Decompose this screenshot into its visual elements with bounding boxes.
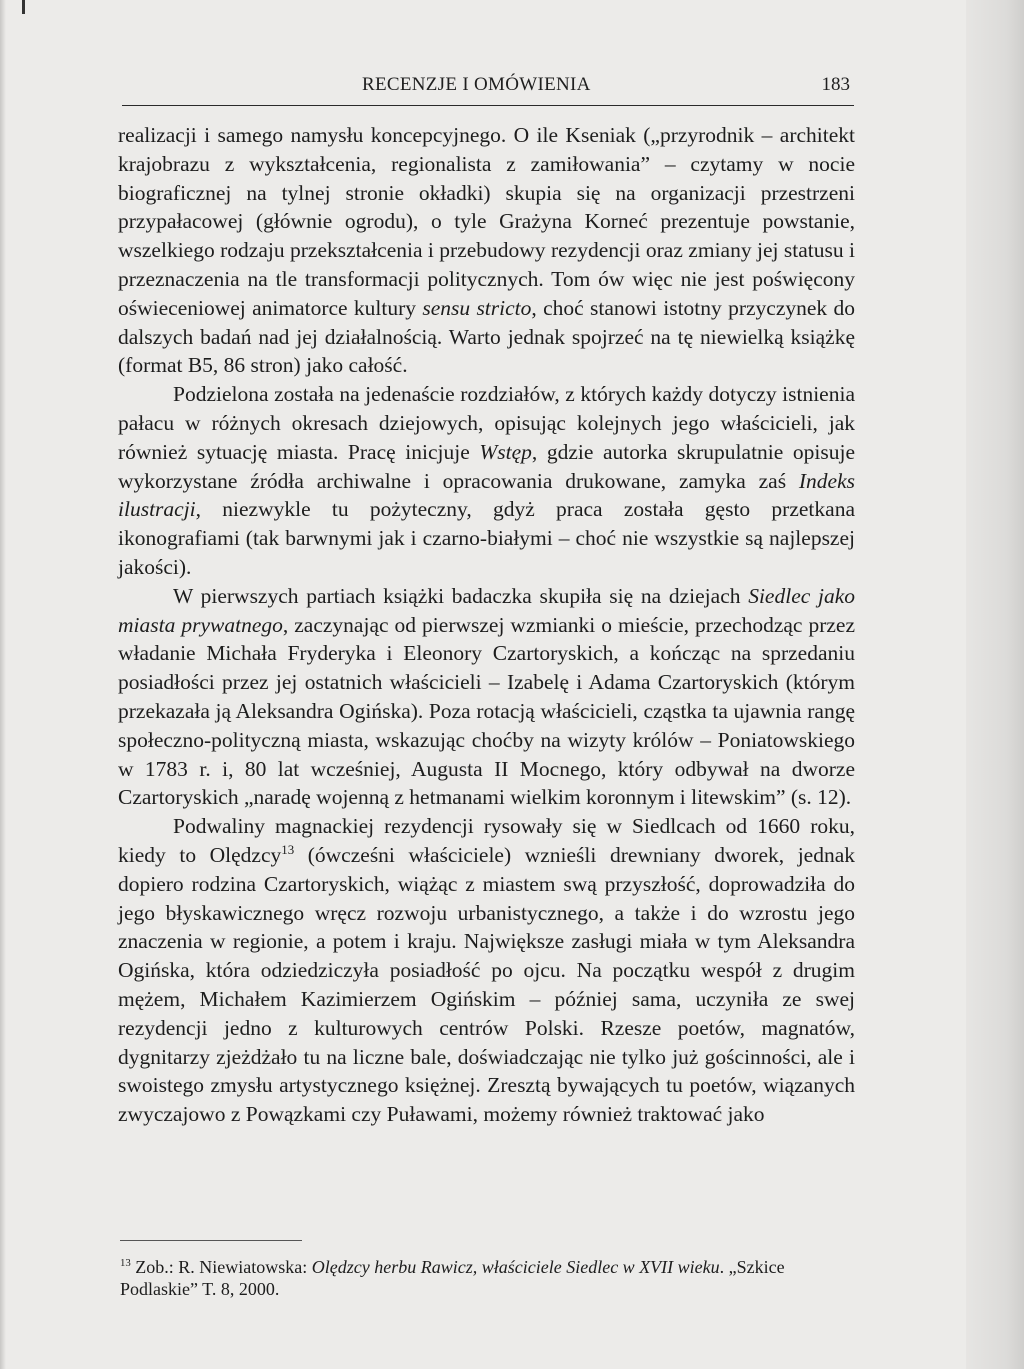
page-number: 183 — [821, 74, 850, 95]
page-left-edge — [0, 0, 6, 1369]
footnote-number: 13 — [120, 1257, 131, 1269]
page-right-edge — [966, 0, 1024, 1369]
footnote: $^{13}$ Zob.: R. Niewiatowska: Olędzcy herbu Rawicz, właściciele Siedlec w XVII wieku. „Szkice Podlaskie” T. 8, 2000. — [120, 1257, 785, 1299]
italic-title-indeks: Indeks ilustracji — [118, 468, 855, 522]
paragraph-4: Podwaliny magnackiej rezydencji rysowały się w Siedlcach od 1660 roku, kiedy to Olędzcy$^{13}$ (ówcześni właściciele) wznieśli drewniany dworek, jednak dopiero rodzina Czartoryskich, wiążąc z miastem swą przyszłość, doprowadziła do jego błyskawicznego wręcz rozwoju urbanistycznego, a także i do wzrostu jego znaczenia w regionie, a potem i kraju. Największe zasługi miała w tym Aleksandra Ogińska, która odziedziczyła posiadłość po ojcu. Na początku wespół z drugim mężem, Michałem Kazimierzem Ogińskim – później sama, uczyniła ze swej rezydencji jedno z kulturowych centrów Polski. Rzesze poetów, magnatów, dygnitarzy zjeżdżało tu na liczne bale, doświadczając nie tylko już gościnności, ale i swoistego zmysłu artystycznego księżnej. Zresztą bywających tu poetów, wiązanych zwyczajowo z Powązkami czy Puławami, możemy również traktować jako — [118, 814, 856, 1127]
running-header — [122, 74, 854, 102]
header-rule — [122, 105, 854, 106]
paragraph-2: Podzielona została na jedenaście rozdziałów, z których każdy dotyczy istnienia pałacu w różnych okresach dziejowych, opisując kolejnych jego właścicieli, jak również sytuację miasta. Pracę inicjuje Wstęp, gdzie autorka skrupulatnie opisuje wykorzystane źródła archiwalne i opracowania drukowane, zamyka zaś Indeks ilustracji, niezwykle tu pożyteczny, gdyż praca została gęsto przetkana ikonografiami (tak barwnymi jak i czarno-białymi – choć nie wszystkie są najlepszej jakości). — [118, 382, 855, 579]
paragraph-1: realizacji i samego namysłu koncepcyjnego. O ile Kseniak („przyrodnik – architekt krajobrazu z wykształcenia, regionalista z zamiłowania” – czytamy w nocie biograficznej na tylnej stronie okładki) skupia się na organizacji przestrzeni przypałacowej (głównie ogrodu), o tyle Grażyna Korneć prezentuje powstanie, wszelkiego rodzaju przekształcenia i przebudowy rezydencji oraz zmiany jej statusu i przeznaczenia na tle transformacji politycznych. Tom ów więc nie jest poświęcony oświeceniowej animatorce kultury sensu stricto, choć stanowi istotny przyczynek do dalszych badań nad jej działalnością. Warto jednak spojrzeć na tę niewielką książkę (format B5, 86 stron) jako całość. — [118, 123, 855, 378]
paragraph-3: W pierwszych partiach książki badaczka skupiła się na dziejach Siedlec jako miasta prywatnego, zaczynając od pierwszej wzmianki o mieście, przechodząc przez władanie Michała Fryderyka i Eleonory Czartoryskich, a kończąc na sprzedaniu posiadłości przez jej ostatnich właścicieli – Izabelę i Adama Czartoryskich (którym przekazała ją Aleksandra Ogińska). Poza rotacją właścicieli, cząstka ta ujawnia rangę społeczno-polityczną miasta, wskazując choćby na wizyty królów – Poniatowskiego w 1783 r. i, 80 lat wcześniej, Augusta II Mocnego, który odbywał na dworze Czartoryskich „naradę wojenną z hetmanami wielkim koronnym i litewskim” (s. 12). — [118, 583, 856, 810]
running-title: RECENZJE I OMÓWIENIA — [362, 74, 591, 95]
footnote-italic-title: Olędzcy herbu Rawicz, właściciele Siedlec w XVII wieku — [311, 1257, 720, 1277]
scan-corner-mark — [0, 0, 25, 14]
main-text — [118, 121, 855, 1129]
italic-title-wstep: Wstęp — [479, 439, 532, 464]
footnote-reference[interactable]: 13 — [281, 842, 295, 857]
italic-phrase: Siedlec jako miasta prywatnego — [118, 583, 856, 637]
footnote-separator — [120, 1240, 302, 1241]
italic-phrase: sensu stricto — [422, 295, 532, 320]
